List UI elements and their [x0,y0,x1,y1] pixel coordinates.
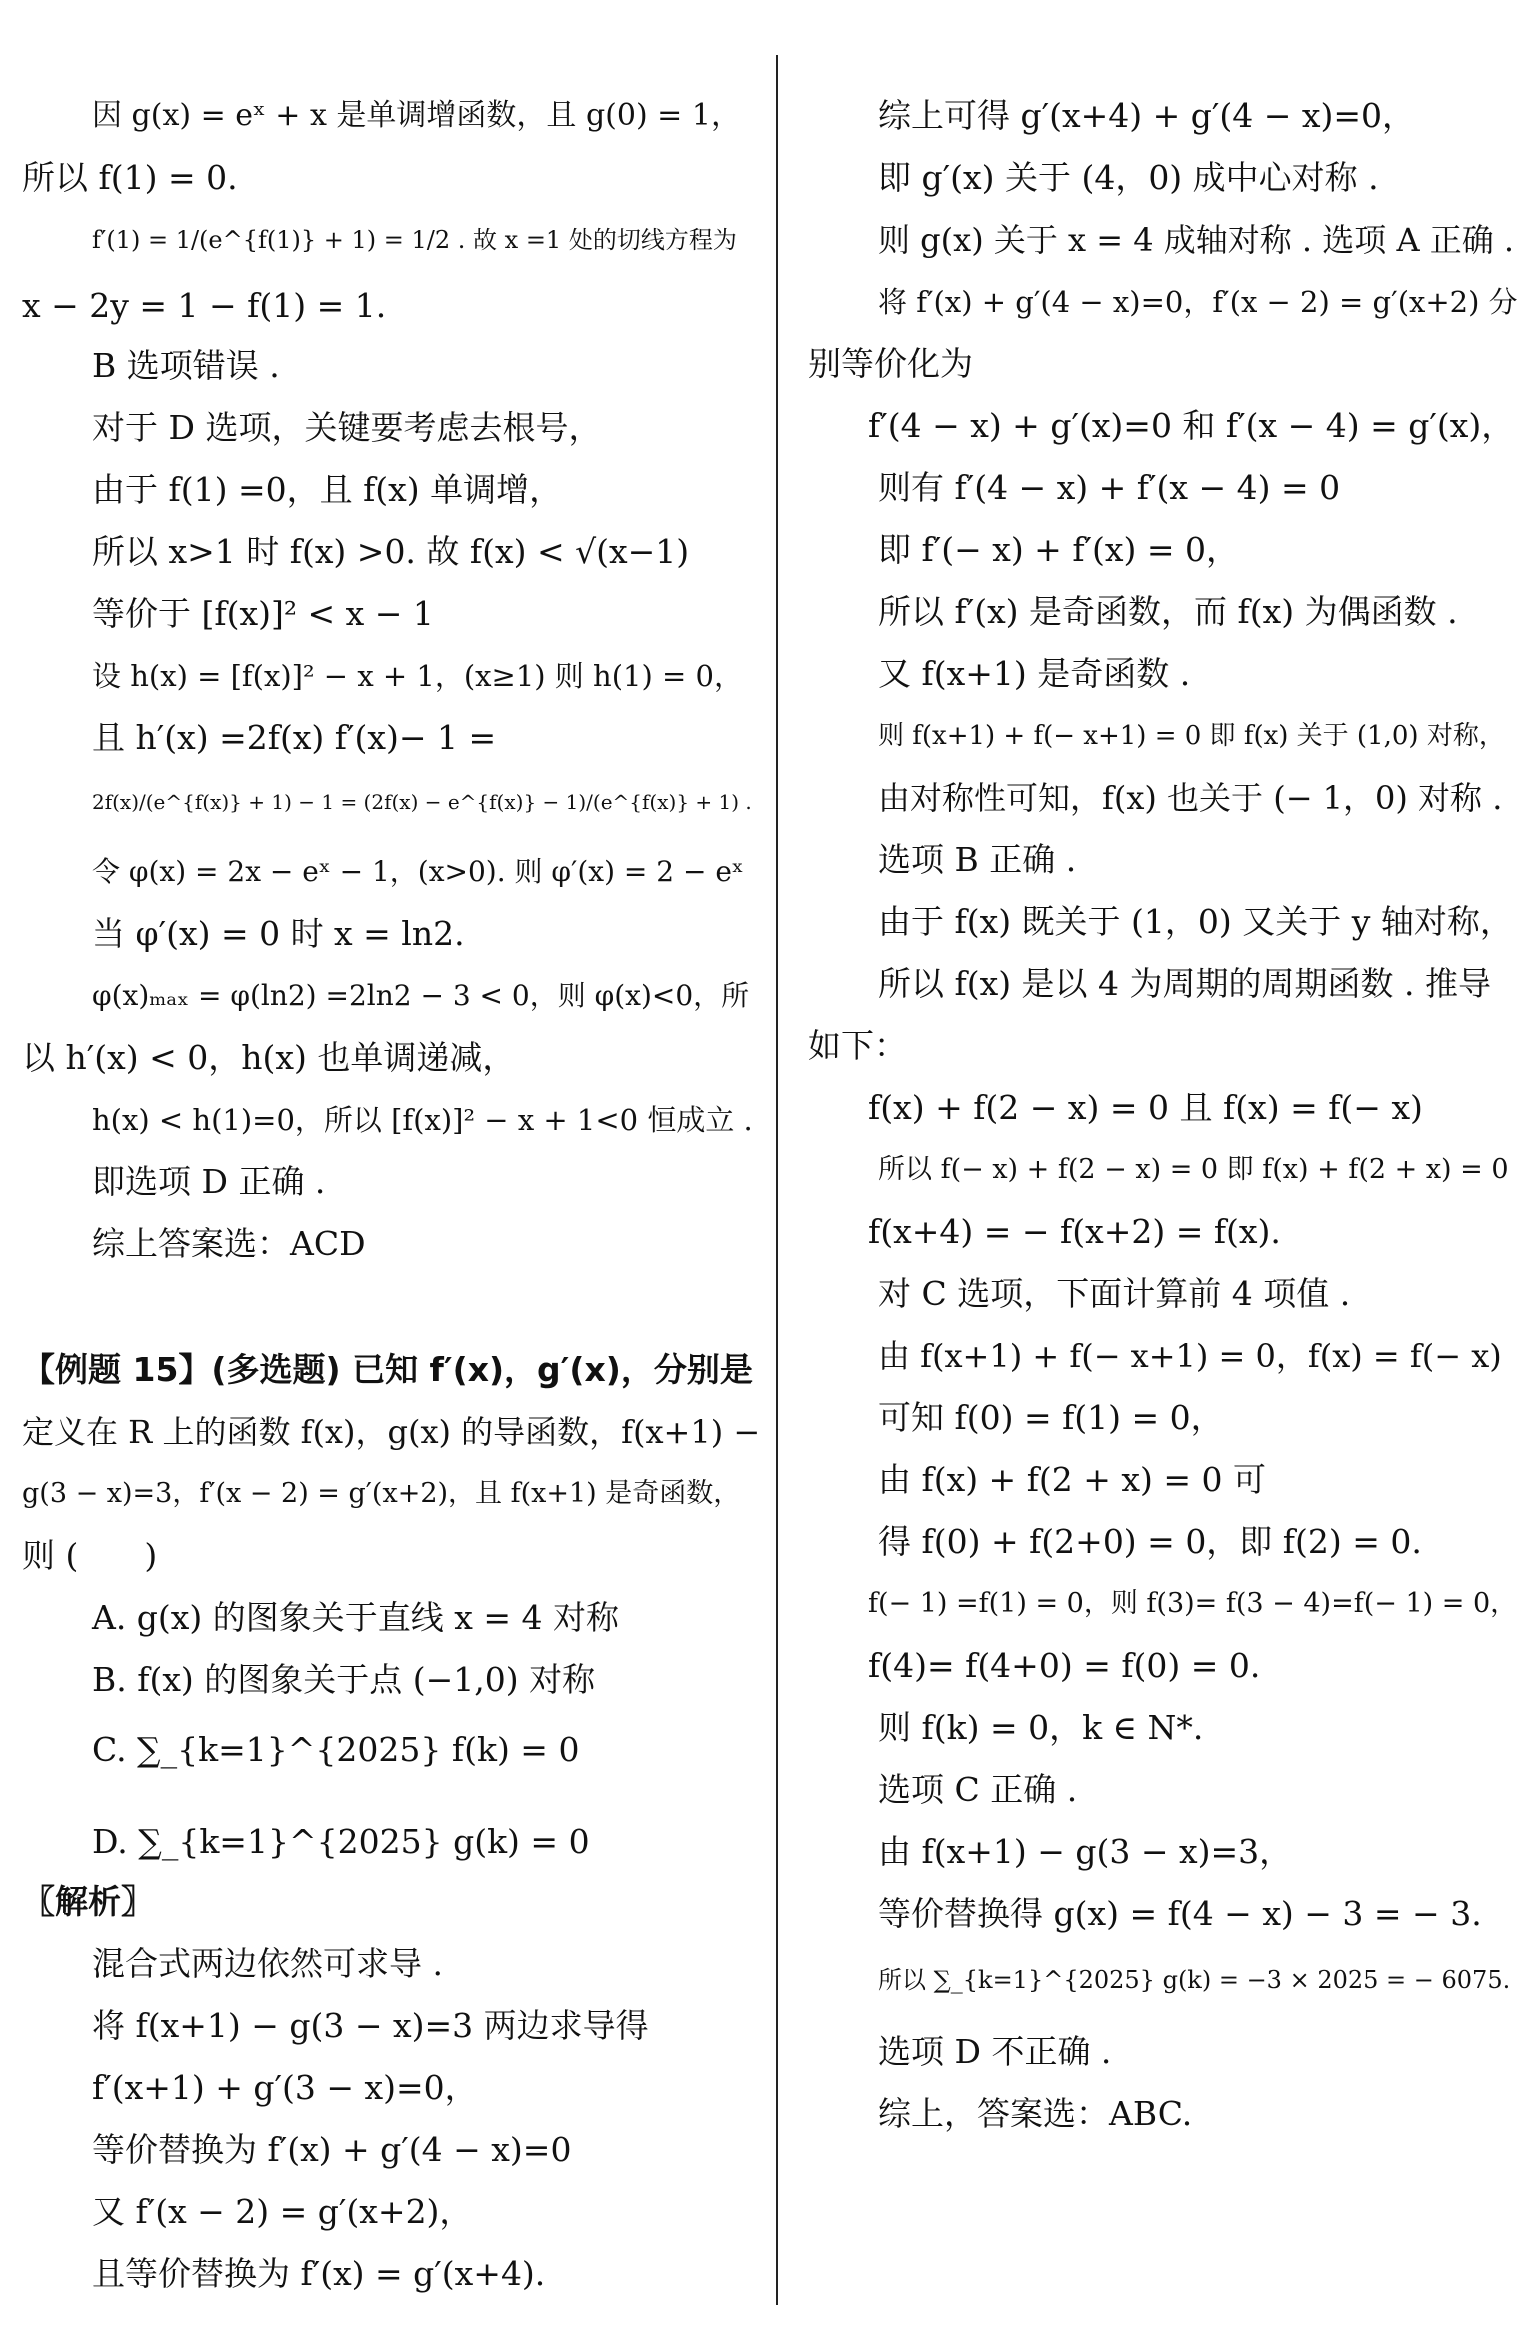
example-heading: 【例题 15】(多选题) 已知 f′(x)，g′(x)，分别是 [22,1350,753,1389]
solution-heading: 〖解析〗 [22,1882,154,1921]
text-line: f(− 1) =f(1) = 0，则 f(3)= f(3 − 4)=f(− 1) = 0， [868,1588,1518,1619]
text-line: 选项 C 正确 . [878,1770,1078,1809]
text-line: 别等价化为 [808,344,973,383]
text-line: 定义在 R 上的函数 f(x)，g(x) 的导函数，f(x+1) − [22,1413,761,1451]
text-line: 所以 x>1 时 f(x) >0. 故 f(x) < √(x−1) [92,532,690,571]
text-line: 所以 f′(x) 是奇函数，而 f(x) 为偶函数 . [878,592,1458,631]
text-line: g(3 − x)=3，f′(x − 2) = g′(x+2)，且 f(x+1) 是奇函数， [22,1478,741,1509]
text-line: 由 f(x+1) + f(− x+1) = 0，f(x) = f(− x) [878,1337,1502,1375]
text-line: 且 h′(x) =2f(x) f′(x)− 1 = [92,718,497,757]
option-a: A. g(x) 的图象关于直线 x = 4 对称 [92,1598,620,1637]
text-line: 选项 D 不正确 . [878,2032,1112,2071]
text-line: 由于 f(1) =0，且 f(x) 单调增， [92,470,563,509]
text-line: 混合式两边依然可求导 . [92,1944,443,1983]
text-line: 由对称性可知，f(x) 也关于 (− 1，0) 对称 . [878,779,1503,817]
text-line: 所以 f(1) = 0. [22,158,238,197]
text-line: 即 f′(− x) + f′(x) = 0， [878,530,1240,569]
text-line: 又 f(x+1) 是奇函数 . [878,654,1191,693]
text-line: f(x+4) = − f(x+2) = f(x). [868,1212,1281,1251]
text-line: 则 g(x) 关于 x = 4 成轴对称 . 选项 A 正确 . [878,221,1515,259]
text-line: 且等价替换为 f′(x) = g′(x+4). [92,2254,546,2293]
text-line: 等价替换得 g(x) = f(4 − x) − 3 = − 3. [878,1894,1482,1933]
text-line: 如下： [808,1026,907,1065]
text-line: f′(x+1) + g′(3 − x)=0， [92,2068,478,2107]
text-line: 所以 f(− x) + f(2 − x) = 0 即 f(x) + f(2 + x) = 0 [878,1154,1509,1185]
text-line: 由 f(x+1) − g(3 − x)=3， [878,1832,1293,1871]
text-line: 因 g(x) = eˣ + x 是单调增函数，且 g(0) = 1， [92,98,741,133]
text-line: 以 h′(x) < 0，h(x) 也单调递减， [22,1038,516,1077]
text-line: 则有 f′(4 − x) + f′(x − 4) = 0 [878,468,1341,507]
text-line: 则 ( ) [22,1536,158,1575]
text-line: f′(1) = 1/(e^{f(1)} + 1) = 1/2 . 故 x =1 处的切线方程为 [92,226,737,254]
text-line: 又 f′(x − 2) = g′(x+2)， [92,2192,473,2231]
text-line: 由 f(x) + f(2 + x) = 0 可 [878,1460,1267,1499]
text-line: 将 f′(x) + g′(4 − x)=0，f′(x − 2) = g′(x+2) 分 [878,285,1518,319]
text-line: 由于 f(x) 既关于 (1，0) 又关于 y 轴对称， [878,902,1513,941]
text-line: 得 f(0) + f(2+0) = 0，即 f(2) = 0. [878,1522,1422,1561]
option-d: D. ∑_{k=1}^{2025} g(k) = 0 [92,1822,590,1861]
text-line: f(4)= f(4+0) = f(0) = 0. [868,1646,1261,1685]
option-b: B. f(x) 的图象关于点 (−1,0) 对称 [92,1660,596,1699]
text-line: 令 φ(x) = 2x − eˣ − 1，(x>0). 则 φ′(x) = 2 − eˣ [92,855,744,888]
text-line: 即选项 D 正确 . [92,1162,326,1201]
column-divider [776,55,778,2305]
text-line: 综上可得 g′(x+4) + g′(4 − x)=0， [878,96,1415,135]
option-c: C. ∑_{k=1}^{2025} f(k) = 0 [92,1730,580,1769]
text-line: 等价替换为 f′(x) + g′(4 − x)=0 [92,2130,572,2169]
text-line: 当 φ′(x) = 0 时 x = ln2. [92,914,465,953]
text-line: 将 f(x+1) − g(3 − x)=3 两边求导得 [92,2006,649,2045]
text-line: 设 h(x) = [f(x)]² − x + 1，(x≥1) 则 h(1) = 0， [92,659,743,693]
text-line: 可知 f(0) = f(1) = 0， [878,1398,1224,1437]
text-line: φ(x)ₘₐₓ = φ(ln2) =2ln2 − 3 < 0，则 φ(x)<0，所 [92,979,750,1012]
text-line: 则 f(k) = 0，k ∈ N*. [878,1708,1204,1747]
text-line: 等价于 [f(x)]² < x − 1 [92,594,434,633]
text-line: f(x) + f(2 − x) = 0 且 f(x) = f(− x) [868,1088,1423,1127]
text-line: h(x) < h(1)=0，所以 [f(x)]² − x + 1<0 恒成立 . [92,1103,753,1137]
text-line: 综上答案选：ACD [92,1224,366,1263]
text-line: 对 C 选项，下面计算前 4 项值 . [878,1274,1351,1313]
text-line: 即 g′(x) 关于 (4，0) 成中心对称 . [878,158,1379,197]
text-line: 对于 D 选项，关键要考虑去根号， [92,408,602,447]
text-line: 选项 B 正确 . [878,840,1077,879]
text-line: f′(4 − x) + g′(x)=0 和 f′(x − 4) = g′(x)， [868,406,1515,445]
text-line: x − 2y = 1 − f(1) = 1. [22,286,387,325]
text-line: 2f(x)/(e^{f(x)} + 1) − 1 = (2f(x) − e^{f(x)} − 1)/(e^{f(x)} + 1) . [92,790,752,814]
text-line: B 选项错误 . [92,346,280,385]
text-line: 则 f(x+1) + f(− x+1) = 0 即 f(x) 关于 (1,0) 对称， [878,721,1505,751]
text-line: 所以 ∑_{k=1}^{2025} g(k) = −3 × 2025 = − 6075. [878,1966,1511,1994]
text-line: 所以 f(x) 是以 4 为周期的周期函数 . 推导 [878,964,1491,1003]
text-line: 综上，答案选：ABC. [878,2094,1193,2133]
